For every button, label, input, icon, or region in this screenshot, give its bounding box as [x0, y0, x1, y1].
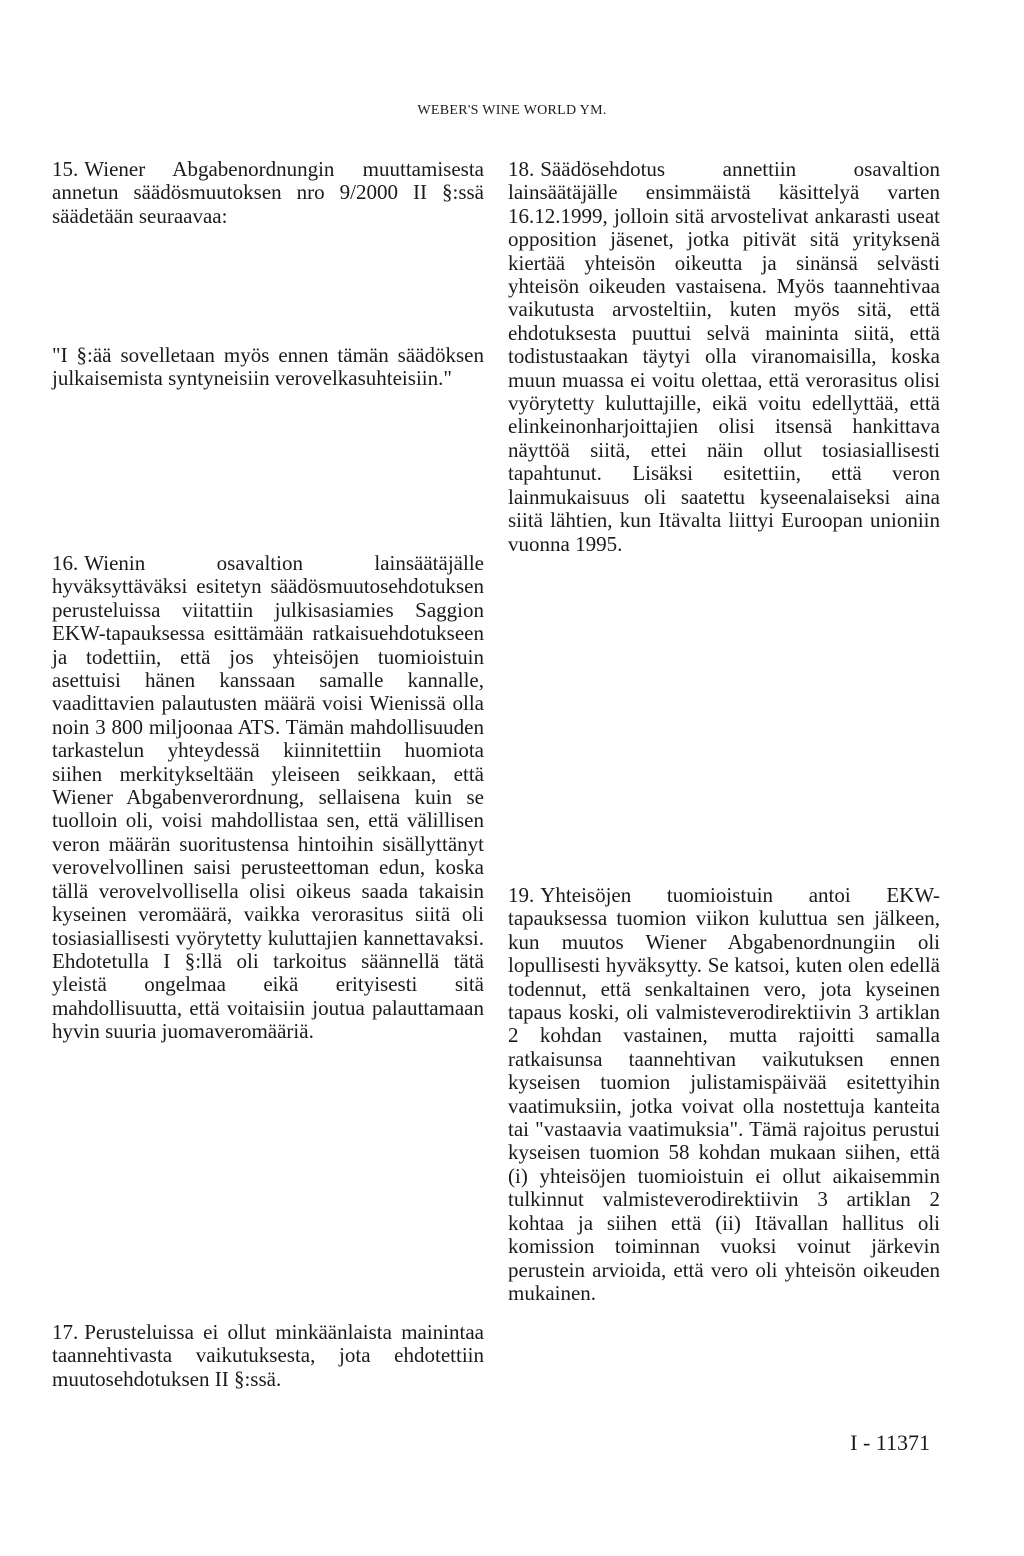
quote-text: "I §:ää sovelletaan myös ennen tämän säädöksen julkaisemista syntyneisiin verovelkasuhteisiin.": [52, 343, 484, 391]
paragraph-text: Wienin osavaltion lainsäätäjälle hyväksyttäväksi esitetyn säädösmuutosehdotuksen perusteluissa viitattiin julkisasiamies Saggion EKW-tapauksessa esittämään ratkaisuehdotukseen ja todettiin, että jos yhteisöjen tuomioistuin asettuisi hänen kanssaan samalle kannalle, vaadittavien palautusten määrä voisi Wienissä olla noin 3 800 miljoonaa ATS. Tämän mahdollisuuden tarkastelun yhteydessä kiinnitettiin huomiota siihen merkitykseltään yleiseen seikkaan, että Wiener Abgabenverordnung, sellaisena kuin se tuolloin oli, voisi mahdollistaa sen, että välillisen veron määrän suoritustensa hintoihin sisällyttänyt verovelvollinen saisi perusteettoman edun, koska tällä verovelvollisella olisi oikeus saada takaisin kyseinen veromäärä, vaikka verorasitus siitä oli tosiasiallisesti vyörytetty kuluttajien kannettavaksi. Ehdotetulla I §:llä oli tarkoitus säännellä tätä yleistä ongelmaa eikä erityisesti sitä mahdollisuutta, että voitaisiin joutua palauttamaan hyvin suuria juomaveromääriä.: [52, 551, 484, 1044]
paragraph-number: 19.: [508, 883, 535, 907]
paragraph-18: [508, 158, 940, 556]
paragraph-19: [508, 884, 940, 1305]
paragraph-text: Wiener Abgabenordnungin muuttamisesta annetun säädösmuutoksen nro 9/2000 II §:ssä säädetään seuraavaa:: [52, 157, 484, 228]
paragraph-17: [52, 1321, 484, 1391]
paragraph-text: Perusteluissa ei ollut minkäänlaista mainintaa taannehtivasta vaikutuksesta, jota ehdotettiin muutosehdotuksen II §:ssä.: [52, 1320, 484, 1391]
paragraph-15: [52, 158, 484, 228]
paragraph-number: 17.: [52, 1320, 79, 1344]
paragraph-text: Säädösehdotus annettiin osavaltion lainsäätäjälle ensimmäistä käsittelyä varten 16.12.1999, jolloin sitä arvostelivat ankarasti useat opposition jäsenet, jotka pitivät sitä yrityksenä kiertää yhteisön oikeutta ja sinänsä selvästi yhteisön oikeuden vastaisena. Myös taannehtivaa vaikutusta arvosteltiin, kuten myös sitä, että ehdotuksesta puuttui selvä maininta siitä, että todistustaakan täytyi olla viranomaisilla, koska muun muassa ei voitu olettaa, että verorasitus olisi vyörytetty kuluttajille, eikä voitu edellyttää, että elinkeinonharjoittajien olisi itsensä hankittava näyttöä siitä, ettei näin ollut tosiasiallisesti tapahtunut. Lisäksi esitettiin, että veron lainmukaisuus oli saatettu kyseenalaiseksi aina siitä lähtien, kun Itävalta liittyi Euroopan unioniin vuonna 1995.: [508, 157, 940, 556]
quoted-provision: [52, 344, 484, 391]
paragraph-number: 15.: [52, 157, 79, 181]
running-header: WEBER'S WINE WORLD YM.: [417, 103, 607, 118]
page-number: I - 11371: [850, 1430, 930, 1455]
paragraph-number: 18.: [508, 157, 535, 181]
paragraph-number: 16.: [52, 551, 79, 575]
paragraph-text: Yhteisöjen tuomioistuin antoi EKW-tapauksessa tuomion viikon kuluttua sen jälkeen, kun muutos Wiener Abgabenordnungiin oli lopullisesti hyväksytty. Se katsoi, kuten olen edellä todennut, että senkaltainen vero, jota kyseinen tapaus koski, oli valmisteverodirektiivin 3 artiklan 2 kohdan vastainen, mutta rajoitti samalla ratkaisunsa taannehtivan vaikutuksen ennen kyseisen tuomion julistamispäivää esitettyihin vaatimuksiin, jotka voivat olla nostettuja kanteita tai "vastaavia vaatimuksia". Tämä rajoitus perustui kyseisen tuomion 58 kohdan mukaan siihen, että (i) yhteisöjen tuomioistuin ei ollut aikaisemmin tulkinnut valmisteverodirektiivin 3 artiklan 2 kohtaa ja siihen että (ii) Itävallan hallitus oli komission toiminnan vuoksi voinut järkevin perustein arvioida, että vero oli yhteisön oikeuden mukainen.: [508, 883, 940, 1305]
paragraph-16: [52, 552, 484, 1044]
